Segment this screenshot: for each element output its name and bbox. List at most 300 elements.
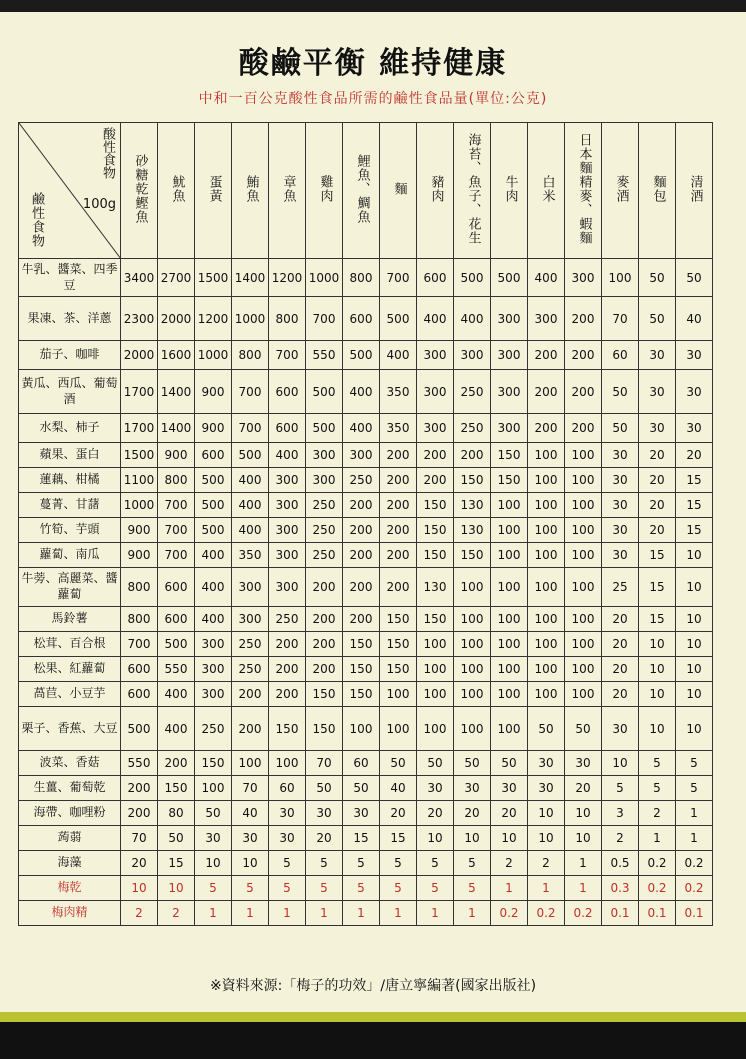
table-cell: 10 [565,826,602,851]
row-header: 水梨、柿子 [19,414,121,443]
table-corner-header [19,123,121,259]
column-header [306,123,343,259]
table-cell: 0.2 [639,851,676,876]
table-cell: 0.1 [676,901,713,926]
table-cell: 500 [195,468,232,493]
row-header: 蔓菁、甘藷 [19,493,121,518]
table-cell: 5 [269,851,306,876]
table-cell: 200 [380,518,417,543]
table-cell: 60 [343,751,380,776]
table-cell: 100 [380,707,417,751]
table-cell: 30 [528,776,565,801]
table-cell: 10 [121,876,158,901]
table-cell: 350 [380,414,417,443]
table-cell: 1 [565,851,602,876]
table-cell: 600 [121,682,158,707]
table-cell: 250 [232,632,269,657]
table-cell: 2 [491,851,528,876]
table-cell: 20 [380,801,417,826]
row-header: 栗子、香蕉、大豆 [19,707,121,751]
table-cell: 100 [602,259,639,297]
table-cell: 30 [454,776,491,801]
table-cell: 900 [158,443,195,468]
table-row [19,468,713,493]
table-cell: 100 [269,751,306,776]
table-cell: 10 [195,851,232,876]
table-cell: 600 [417,259,454,297]
table-cell: 200 [565,341,602,370]
table-cell: 500 [158,632,195,657]
table-cell: 200 [380,568,417,607]
table-cell: 50 [306,776,343,801]
table-cell: 200 [306,607,343,632]
row-header: 松果、紅蘿蔔 [19,657,121,682]
table-row [19,493,713,518]
table-cell: 10 [676,607,713,632]
table-cell: 20 [676,443,713,468]
table-cell: 200 [343,493,380,518]
table-cell: 5 [454,876,491,901]
acid-food-label: 酸性食物 [100,127,115,179]
table-cell: 5 [232,876,269,901]
column-header [639,123,676,259]
table-row [19,707,713,751]
row-header: 蒟蒻 [19,826,121,851]
column-header-label: 白米 [539,174,555,203]
table-cell: 100 [528,493,565,518]
table-cell: 400 [158,682,195,707]
table-cell: 10 [158,876,195,901]
table-cell: 1400 [158,414,195,443]
table-cell: 1000 [195,341,232,370]
table-cell: 400 [232,518,269,543]
table-cell: 150 [417,493,454,518]
table-cell: 15 [676,493,713,518]
table-cell: 900 [121,543,158,568]
table-cell: 150 [491,443,528,468]
table-cell: 900 [195,370,232,414]
table-cell: 700 [232,414,269,443]
table-cell: 500 [195,518,232,543]
table-cell: 350 [380,370,417,414]
table-cell: 70 [306,751,343,776]
table-cell: 40 [380,776,417,801]
table-row [19,297,713,341]
table-cell: 100 [417,632,454,657]
table-row [19,901,713,926]
table-cell: 200 [269,657,306,682]
table-cell: 10 [639,632,676,657]
table-cell: 10 [491,826,528,851]
table-cell: 400 [195,607,232,632]
row-header: 果凍、茶、洋蔥 [19,297,121,341]
table-cell: 1700 [121,414,158,443]
unit-label: 100g [82,197,116,212]
table-row [19,341,713,370]
table-row [19,876,713,901]
table-cell: 20 [639,493,676,518]
table-row [19,259,713,297]
table-row [19,851,713,876]
table-cell: 30 [639,370,676,414]
table-row [19,568,713,607]
table-cell: 15 [380,826,417,851]
table-cell: 50 [639,259,676,297]
table-cell: 300 [528,297,565,341]
table-cell: 700 [269,341,306,370]
table-cell: 20 [121,851,158,876]
table-cell: 200 [454,443,491,468]
table-cell: 200 [306,657,343,682]
table-row [19,414,713,443]
table-cell: 1000 [232,297,269,341]
table-cell: 600 [195,443,232,468]
column-header-label: 麥酒 [613,174,629,203]
table-cell: 20 [602,657,639,682]
table-cell: 500 [454,259,491,297]
table-cell: 0.1 [602,901,639,926]
table-cell: 100 [454,632,491,657]
row-header: 蘿蔔、南瓜 [19,543,121,568]
table-cell: 500 [232,443,269,468]
row-header: 竹筍、芋頭 [19,518,121,543]
table-cell: 100 [417,707,454,751]
column-header [269,123,306,259]
table-cell: 300 [417,414,454,443]
table-cell: 200 [158,751,195,776]
column-header [232,123,269,259]
table-cell: 1500 [195,259,232,297]
table-cell: 150 [195,751,232,776]
table-cell: 300 [491,370,528,414]
table-cell: 0.2 [565,901,602,926]
table-cell: 2300 [121,297,158,341]
table-cell: 100 [565,493,602,518]
column-header-label: 海苔、魚子、花生 [465,132,481,245]
table-cell: 100 [565,682,602,707]
table-cell: 10 [676,568,713,607]
table-cell: 300 [306,468,343,493]
column-header-label: 牛肉 [502,174,518,203]
table-cell: 200 [565,370,602,414]
table-cell: 600 [269,414,306,443]
table-cell: 200 [121,776,158,801]
row-header: 萵苣、小豆芋 [19,682,121,707]
table-cell: 1 [269,901,306,926]
table-cell: 100 [528,543,565,568]
table-cell: 20 [602,607,639,632]
table-cell: 300 [232,607,269,632]
table-cell: 500 [195,493,232,518]
table-cell: 900 [195,414,232,443]
table-cell: 10 [676,707,713,751]
table-cell: 30 [528,751,565,776]
table-cell: 150 [417,607,454,632]
table-cell: 300 [195,682,232,707]
table-cell: 20 [602,682,639,707]
table-cell: 200 [380,493,417,518]
table-cell: 10 [528,826,565,851]
table-row [19,543,713,568]
table-cell: 30 [602,518,639,543]
table-cell: 700 [121,632,158,657]
table-cell: 0.2 [676,851,713,876]
table-cell: 50 [491,751,528,776]
table-cell: 1 [417,901,454,926]
column-header [158,123,195,259]
table-cell: 3400 [121,259,158,297]
table-cell: 150 [417,543,454,568]
table-cell: 10 [602,751,639,776]
table-row [19,370,713,414]
table-cell: 400 [232,468,269,493]
table-cell: 5 [417,851,454,876]
table-cell: 1200 [269,259,306,297]
table-cell: 300 [269,568,306,607]
table-cell: 50 [565,707,602,751]
table-cell: 1 [306,901,343,926]
top-border [0,0,746,12]
table-cell: 5 [380,851,417,876]
table-cell: 1 [232,901,269,926]
table-cell: 550 [158,657,195,682]
table-row [19,657,713,682]
table-cell: 5 [676,776,713,801]
table-cell: 30 [602,493,639,518]
table-cell: 0.2 [491,901,528,926]
table-cell: 130 [454,493,491,518]
table-cell: 5 [343,851,380,876]
table-cell: 5 [306,851,343,876]
column-header-label: 鯉魚、鯛魚 [354,153,370,224]
table-cell: 10 [676,543,713,568]
table-cell: 200 [306,568,343,607]
table-cell: 30 [602,707,639,751]
table-cell: 700 [158,543,195,568]
table-cell: 200 [528,370,565,414]
table-cell: 250 [454,370,491,414]
table-cell: 30 [232,826,269,851]
row-header: 馬鈴薯 [19,607,121,632]
table-cell: 200 [232,682,269,707]
table-cell: 30 [602,543,639,568]
table-cell: 30 [269,826,306,851]
table-cell: 100 [454,657,491,682]
table-cell: 250 [343,468,380,493]
table-cell: 2 [602,826,639,851]
table-cell: 30 [639,341,676,370]
table-cell: 30 [269,801,306,826]
table-cell: 300 [491,414,528,443]
table-cell: 130 [454,518,491,543]
table-cell: 500 [121,707,158,751]
table-cell: 150 [306,682,343,707]
table-cell: 200 [269,632,306,657]
table-cell: 250 [269,607,306,632]
table-cell: 150 [380,632,417,657]
table-cell: 20 [454,801,491,826]
table-cell: 100 [491,682,528,707]
table-cell: 800 [121,568,158,607]
table-cell: 10 [232,851,269,876]
table-cell: 5 [306,876,343,901]
column-header [602,123,639,259]
row-header: 海帶、咖哩粉 [19,801,121,826]
table-cell: 700 [158,493,195,518]
table-cell: 15 [639,607,676,632]
table-cell: 100 [491,518,528,543]
table-cell: 20 [639,443,676,468]
table-cell: 0.5 [602,851,639,876]
table-cell: 10 [565,801,602,826]
table-cell: 50 [343,776,380,801]
table-cell: 800 [269,297,306,341]
table-cell: 300 [454,341,491,370]
table-cell: 1 [343,901,380,926]
table-cell: 300 [269,543,306,568]
table-cell: 300 [306,443,343,468]
table-cell: 200 [417,443,454,468]
table-cell: 15 [639,568,676,607]
table-cell: 1000 [121,493,158,518]
table-cell: 400 [195,543,232,568]
table-cell: 30 [565,751,602,776]
table-cell: 10 [676,632,713,657]
table-cell: 10 [676,682,713,707]
table-cell: 30 [676,414,713,443]
table-cell: 100 [528,607,565,632]
table-cell: 100 [565,518,602,543]
table-cell: 100 [528,682,565,707]
table-cell: 500 [380,297,417,341]
table-cell: 100 [565,543,602,568]
table-cell: 150 [343,632,380,657]
table-cell: 30 [491,776,528,801]
table-cell: 100 [454,607,491,632]
alkaline-food-label: 鹼性食物 [29,192,44,248]
table-cell: 200 [565,414,602,443]
table-cell: 250 [232,657,269,682]
table-cell: 2000 [121,341,158,370]
table-row [19,826,713,851]
table-cell: 600 [343,297,380,341]
table-cell: 200 [232,707,269,751]
table-cell: 400 [343,414,380,443]
table-cell: 150 [380,657,417,682]
table-cell: 0.2 [528,901,565,926]
table-cell: 1 [491,876,528,901]
table-cell: 800 [343,259,380,297]
table-cell: 100 [528,568,565,607]
table-cell: 10 [417,826,454,851]
table-cell: 10 [454,826,491,851]
table-cell: 15 [158,851,195,876]
table-row [19,776,713,801]
table-cell: 5 [343,876,380,901]
table-cell: 2 [121,901,158,926]
table-cell: 30 [417,776,454,801]
table-cell: 100 [491,707,528,751]
table-cell: 100 [417,657,454,682]
table-cell: 700 [232,370,269,414]
column-header [491,123,528,259]
row-header: 生薑、葡萄乾 [19,776,121,801]
table-cell: 20 [417,801,454,826]
table-cell: 50 [195,801,232,826]
table-cell: 60 [602,341,639,370]
table-cell: 100 [528,443,565,468]
table-cell: 200 [343,568,380,607]
table-cell: 1200 [195,297,232,341]
row-header: 蓮藕、柑橘 [19,468,121,493]
table-cell: 600 [158,607,195,632]
column-header-label: 魷魚 [169,174,185,203]
table-cell: 10 [639,707,676,751]
table-cell: 150 [343,657,380,682]
table-cell: 30 [639,414,676,443]
table-cell: 700 [158,518,195,543]
table-cell: 400 [454,297,491,341]
table-cell: 0.3 [602,876,639,901]
table-cell: 10 [528,801,565,826]
table-cell: 200 [269,682,306,707]
table-cell: 100 [528,632,565,657]
table-cell: 5 [417,876,454,901]
table-cell: 250 [454,414,491,443]
table-cell: 200 [380,443,417,468]
table-cell: 1 [639,826,676,851]
table-cell: 5 [269,876,306,901]
table-cell: 400 [269,443,306,468]
row-header: 黃瓜、西瓜、葡萄酒 [19,370,121,414]
table-cell: 2000 [158,297,195,341]
table-cell: 10 [639,682,676,707]
source-footnote: ※資料來源:「梅子的功效」/唐立寧編著(國家出版社) [209,978,537,994]
row-header: 松茸、百合根 [19,632,121,657]
table-cell: 300 [343,443,380,468]
column-header-label: 豬肉 [428,174,444,203]
column-header-label: 日本麵精麥、蝦麵 [576,132,592,245]
table-cell: 1500 [121,443,158,468]
table-cell: 1 [380,901,417,926]
table-cell: 300 [269,518,306,543]
table-cell: 300 [232,568,269,607]
table-cell: 5 [380,876,417,901]
table-cell: 1400 [232,259,269,297]
table-cell: 400 [528,259,565,297]
table-cell: 250 [195,707,232,751]
column-header [380,123,417,259]
table-cell: 1100 [121,468,158,493]
table-cell: 1700 [121,370,158,414]
table-cell: 400 [195,568,232,607]
table-cell: 400 [380,341,417,370]
table-cell: 5 [195,876,232,901]
table-cell: 30 [676,370,713,414]
column-header-label: 麵包 [650,174,666,203]
table-cell: 100 [565,443,602,468]
table-cell: 0.1 [639,901,676,926]
table-cell: 200 [343,607,380,632]
table-cell: 300 [491,297,528,341]
column-header [454,123,491,259]
bottom-border [0,1012,746,1059]
table-row [19,607,713,632]
table-cell: 800 [121,607,158,632]
table-cell: 50 [528,707,565,751]
table-cell: 800 [232,341,269,370]
table-row [19,751,713,776]
